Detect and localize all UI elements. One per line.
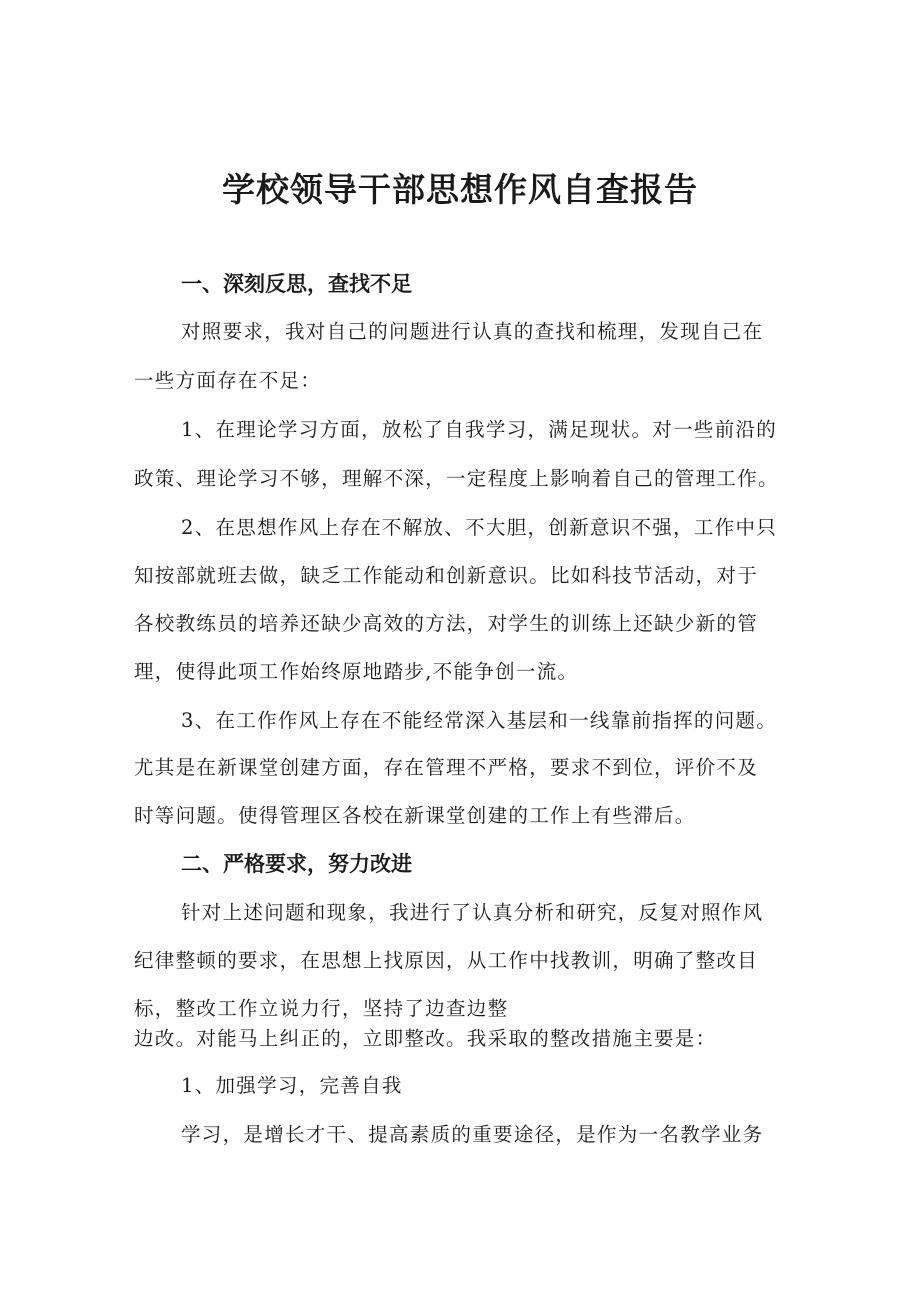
- sub-1-text-line-1: 学习，是增长才干、提高素质的重要途径，是作为一名教学业务: [181, 1123, 764, 1146]
- section-2-intro-line-4: 边改。对能马上纠正的，立即整改。我采取的整改措施主要是：: [134, 1027, 717, 1050]
- item-2-line-1: 2、在思想作风上存在不解放、不大胆，创新意识不强，工作中只: [181, 516, 778, 539]
- section-2-intro-line-3: 标，整改工作立说力行，坚持了边查边整: [134, 997, 509, 1020]
- document-title: 学校领导干部思想作风自查报告: [222, 170, 698, 209]
- item-2-line-4: 理，使得此项工作始终原地踏步,不能争创一流。: [134, 660, 579, 683]
- item-1-line-1: 1、在理论学习方面，放松了自我学习，满足现状。对一些前沿的: [181, 418, 778, 441]
- section-2-intro-line-2: 纪律整顿的要求，在思想上找原因，从工作中找教训，明确了整改目: [134, 949, 759, 972]
- item-2-line-3: 各校教练员的培养还缺少高效的方法，对学生的训练上还缺少新的管: [134, 612, 759, 635]
- item-3-line-1: 3、在工作作风上存在不能经常深入基层和一线靠前指挥的问题。: [181, 709, 778, 732]
- item-2-line-2: 知按部就班去做，缺乏工作能动和创新意识。比如科技节活动，对于: [134, 564, 759, 587]
- section-2-intro-line-1: 针对上述问题和现象，我进行了认真分析和研究，反复对照作风: [181, 901, 764, 924]
- section-2-heading: 二、严格要求，努力改进: [181, 852, 412, 876]
- item-1-line-2: 政策、理论学习不够，理解不深，一定程度上影响着自己的管理工作。: [134, 467, 779, 490]
- section-1-heading: 一、深刻反思，查找不足: [181, 272, 412, 296]
- item-3-line-2: 尤其是在新课堂创建方面，存在管理不严格，要求不到位，评价不及: [134, 756, 759, 779]
- sub-1-heading: 1、加强学习，完善自我: [181, 1074, 403, 1097]
- section-1-intro-line-2: 一些方面存在不足：: [134, 369, 322, 392]
- item-3-line-3: 时等问题。使得管理区各校在新课堂创建的工作上有些滞后。: [134, 804, 696, 827]
- section-1-intro-line-1: 对照要求，我对自己的问题进行认真的查找和梳理，发现自己在: [181, 320, 764, 343]
